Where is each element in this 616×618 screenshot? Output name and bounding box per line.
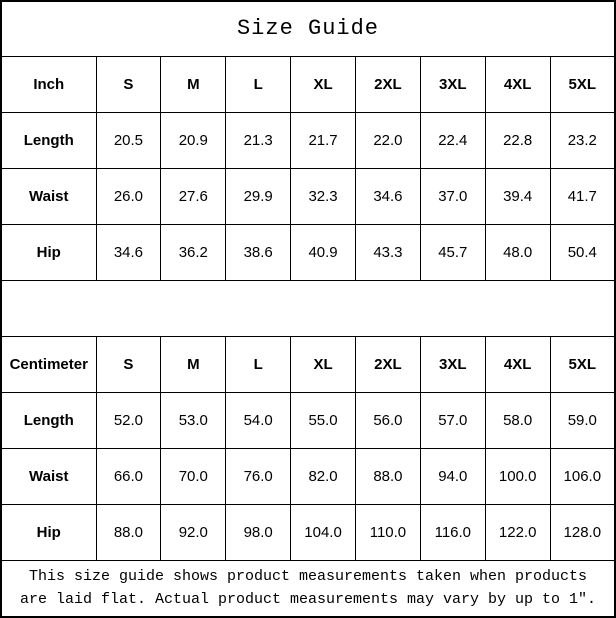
measurement-value-cell: 48.0 <box>485 225 550 281</box>
measurement-row-label: Hip <box>1 505 96 561</box>
measurement-value-cell: 20.9 <box>161 112 226 168</box>
measurement-value-cell: 22.8 <box>485 112 550 168</box>
measurement-value-cell: 98.0 <box>226 505 291 561</box>
measurement-value-cell: 21.7 <box>291 112 356 168</box>
spacer-cell <box>1 281 615 336</box>
centimeter-length-row <box>1 392 615 448</box>
measurement-value-cell: 53.0 <box>161 392 226 448</box>
measurement-value-cell: 22.4 <box>420 112 485 168</box>
measurement-value-cell: 128.0 <box>550 505 615 561</box>
footer-note <box>1 561 615 617</box>
size-column-header: XL <box>291 336 356 392</box>
size-column-header: 5XL <box>550 56 615 112</box>
measurement-value-cell: 55.0 <box>291 392 356 448</box>
unit-column-header: Inch <box>1 56 96 112</box>
inch-hip-row <box>1 225 615 281</box>
measurement-value-cell: 54.0 <box>226 392 291 448</box>
measurement-value-cell: 26.0 <box>96 169 161 225</box>
measurement-value-cell: 22.0 <box>356 112 421 168</box>
footer-note-line: This size guide shows product measurements taken when products <box>28 568 588 586</box>
measurement-value-cell: 88.0 <box>96 505 161 561</box>
inch-header-row <box>1 56 615 112</box>
measurement-value-cell: 37.0 <box>420 169 485 225</box>
inch-waist-row <box>1 169 615 225</box>
measurement-value-cell: 43.3 <box>356 225 421 281</box>
measurement-value-cell: 27.6 <box>161 169 226 225</box>
measurement-value-cell: 59.0 <box>550 392 615 448</box>
measurement-row-label: Waist <box>1 448 96 504</box>
measurement-row-label: Length <box>1 392 96 448</box>
measurement-value-cell: 34.6 <box>96 225 161 281</box>
measurement-value-cell: 58.0 <box>485 392 550 448</box>
measurement-value-cell: 20.5 <box>96 112 161 168</box>
measurement-value-cell: 92.0 <box>161 505 226 561</box>
measurement-value-cell: 34.6 <box>356 169 421 225</box>
measurement-row-label: Hip <box>1 225 96 281</box>
measurement-value-cell: 66.0 <box>96 448 161 504</box>
measurement-value-cell: 23.2 <box>550 112 615 168</box>
size-column-header: 5XL <box>550 336 615 392</box>
unit-column-header: Centimeter <box>1 336 96 392</box>
measurement-value-cell: 38.6 <box>226 225 291 281</box>
measurement-value-cell: 104.0 <box>291 505 356 561</box>
size-column-header: 2XL <box>356 56 421 112</box>
measurement-value-cell: 41.7 <box>550 169 615 225</box>
size-column-header: S <box>96 56 161 112</box>
measurement-value-cell: 29.9 <box>226 169 291 225</box>
measurement-value-cell: 122.0 <box>485 505 550 561</box>
measurement-value-cell: 50.4 <box>550 225 615 281</box>
measurement-value-cell: 21.3 <box>226 112 291 168</box>
size-column-header: 3XL <box>420 56 485 112</box>
size-column-header: L <box>226 56 291 112</box>
measurement-value-cell: 100.0 <box>485 448 550 504</box>
measurement-value-cell: 94.0 <box>420 448 485 504</box>
measurement-value-cell: 76.0 <box>226 448 291 504</box>
inch-length-row <box>1 112 615 168</box>
title-row <box>1 1 615 56</box>
measurement-value-cell: 57.0 <box>420 392 485 448</box>
size-column-header: 2XL <box>356 336 421 392</box>
measurement-value-cell: 116.0 <box>420 505 485 561</box>
size-column-header: M <box>161 336 226 392</box>
measurement-value-cell: 32.3 <box>291 169 356 225</box>
spacer-row <box>1 281 615 336</box>
measurement-value-cell: 40.9 <box>291 225 356 281</box>
measurement-row-label: Length <box>1 112 96 168</box>
centimeter-hip-row <box>1 505 615 561</box>
measurement-value-cell: 45.7 <box>420 225 485 281</box>
measurement-value-cell: 52.0 <box>96 392 161 448</box>
size-column-header: 4XL <box>485 336 550 392</box>
size-column-header: L <box>226 336 291 392</box>
measurement-value-cell: 56.0 <box>356 392 421 448</box>
size-column-header: 4XL <box>485 56 550 112</box>
size-column-header: S <box>96 336 161 392</box>
footer-note-line: are laid flat. Actual product measurements may vary by up to 1″. <box>19 590 597 608</box>
measurement-value-cell: 82.0 <box>291 448 356 504</box>
measurement-value-cell: 110.0 <box>356 505 421 561</box>
size-column-header: 3XL <box>420 336 485 392</box>
measurement-row-label: Waist <box>1 169 96 225</box>
page-title: Size Guide <box>1 1 615 56</box>
centimeter-waist-row <box>1 448 615 504</box>
size-column-header: M <box>161 56 226 112</box>
measurement-value-cell: 88.0 <box>356 448 421 504</box>
footer-row <box>1 561 615 617</box>
measurement-value-cell: 36.2 <box>161 225 226 281</box>
measurement-value-cell: 106.0 <box>550 448 615 504</box>
size-column-header: XL <box>291 56 356 112</box>
measurement-value-cell: 39.4 <box>485 169 550 225</box>
centimeter-header-row <box>1 336 615 392</box>
measurement-value-cell: 70.0 <box>161 448 226 504</box>
